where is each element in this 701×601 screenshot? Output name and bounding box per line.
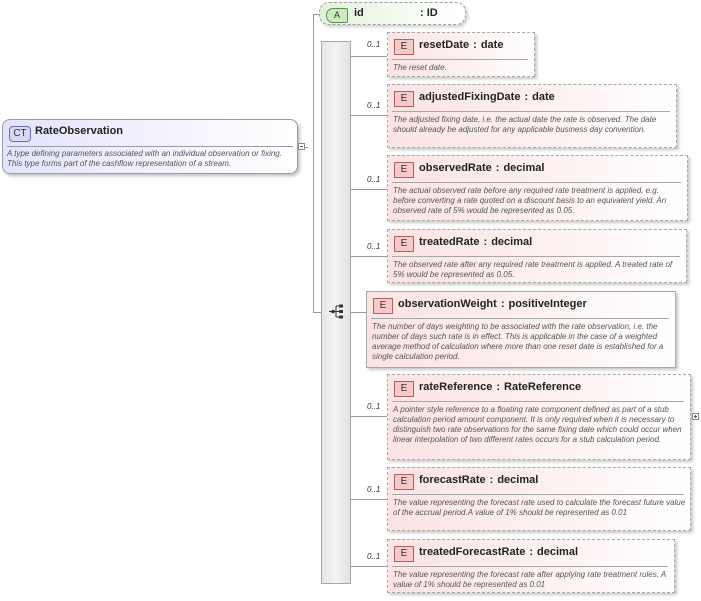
attribute-box[interactable] [319,2,466,25]
element-type: decimal [497,474,539,486]
element-title [419,381,581,393]
element-separator [392,182,681,183]
element-type: decimal [491,236,533,248]
complex-type-name: RateObservation [35,125,124,137]
element-separator [392,111,670,112]
complex-type-badge: CT [9,126,31,142]
element-badge: E [394,546,414,562]
element-badge: E [394,91,414,107]
element-title [419,474,538,486]
complex-type-separator [7,146,293,147]
type-separator: : [495,162,500,174]
element-separator [392,256,680,257]
connector-group-trunk [313,14,314,313]
element-title [419,236,532,248]
element-documentation: The observed rate after any required rate treatment is applied. A treated rate of 5% would be represented as 0.05. [393,260,673,279]
connector-to-treatedForecastRate [351,566,387,567]
type-separator: : [489,474,494,486]
element-name: forecastRate [419,474,486,486]
connector-to-sequence [313,312,321,313]
type-separator: : [500,298,505,310]
complex-type-documentation: A type defining parameters associated with an individual observation or fixing. This type forms part of the cashflow representation of a stream. [7,149,282,168]
occurrence-label: 0..1 [367,552,381,561]
element-separator [371,318,669,319]
element-documentation: The value representing the forecast rate after applying rate treatment rules. A value of 1% should be represented as 0.01 [393,570,666,589]
element-badge: E [394,474,414,490]
element-name: observedRate [419,162,492,174]
element-documentation: The reset date. [393,63,447,72]
occurrence-label: 0..1 [367,101,381,110]
element-box-observationWeight[interactable] [366,291,676,368]
element-name: rateReference [419,381,493,393]
element-title [419,39,503,51]
element-documentation: The actual observed rate before any required rate treatment is applied, e.g. before converting a rate quoted on a discount basis to an equivalent yield. An observed rate of 5% would be represented as 0.05. [393,186,667,215]
element-title [419,162,544,174]
element-badge: E [394,236,414,252]
connector-to-rateReference [351,416,387,417]
element-badge: E [394,162,414,178]
occurrence-label: 0..1 [367,175,381,184]
element-box-resetDate[interactable] [387,32,535,77]
element-type: date [480,39,504,51]
element-title [419,91,555,103]
element-type: RateReference [504,381,582,393]
element-separator [392,401,684,402]
element-box-adjustedFixingDate[interactable] [387,84,677,148]
element-box-rateReference[interactable] [387,374,691,460]
element-title [398,298,587,310]
occurrence-label: 0..1 [367,485,381,494]
expand-plus-icon[interactable] [692,413,699,420]
element-name: adjustedFixingDate [419,91,521,103]
element-title [419,546,578,558]
element-separator [392,566,668,567]
connector-to-adjustedFixingDate [351,115,387,116]
element-separator [392,494,684,495]
element-box-treatedForecastRate[interactable] [387,539,675,593]
element-name: treatedForecastRate [419,546,526,558]
element-documentation: The value representing the forecast rate used to calculate the forecast future value of the accrual period.A value of 1% should be represented as 0.01 [393,498,686,517]
element-name: observationWeight [398,298,497,310]
type-separator: : [524,91,529,103]
occurrence-label: 0..1 [367,40,381,49]
element-badge: E [394,39,414,55]
attribute-name: id [354,7,364,19]
element-name: treatedRate [419,236,480,248]
type-separator: : [496,381,501,393]
type-separator: : [473,39,477,51]
element-documentation: A pointer style reference to a floating rate component defined as part of a stub calculation period amount component. It is only required when it is necessary to distinguish two rate observations for the same fixing date which could occur when linear interpolation of two different rates occurs for a stub calculation period. [393,405,682,444]
connector-to-forecastRate [351,499,387,500]
element-separator [392,59,528,60]
element-box-observedRate[interactable] [387,155,688,221]
connector-to-observedRate [351,189,387,190]
type-separator: : [483,236,488,248]
element-badge: E [373,298,393,314]
element-type: date [532,91,555,103]
attribute-type: : ID [420,7,438,19]
element-box-treatedRate[interactable] [387,229,687,283]
occurrence-label: 0..1 [367,242,381,251]
complex-type-box[interactable] [2,119,298,174]
element-box-forecastRate[interactable] [387,467,691,531]
connector-to-treatedRate [351,256,387,257]
element-name: resetDate [419,39,470,51]
attribute-badge: A [326,8,348,23]
connector-to-resetDate [351,56,387,57]
element-documentation: The number of days weighting to be associated with the rate observation, i.e. the number of days such rate is in effect. This is applicable in the case of a weighted average method of calculation where more than one reset date is established for a single calculation period. [372,322,664,361]
element-badge: E [394,381,414,397]
sequence-icon [328,303,345,320]
type-separator: : [529,546,534,558]
element-type: positiveInteger [508,298,587,310]
occurrence-label: 0..1 [367,402,381,411]
element-type: decimal [503,162,545,174]
element-documentation: The adjusted fixing date, i.e. the actual date the rate is observed. The date should already be adjusted for any applicable business day convention. [393,115,657,134]
connector-to-observationWeight [351,312,366,313]
element-type: decimal [537,546,579,558]
collapse-minus-icon[interactable] [298,143,305,150]
